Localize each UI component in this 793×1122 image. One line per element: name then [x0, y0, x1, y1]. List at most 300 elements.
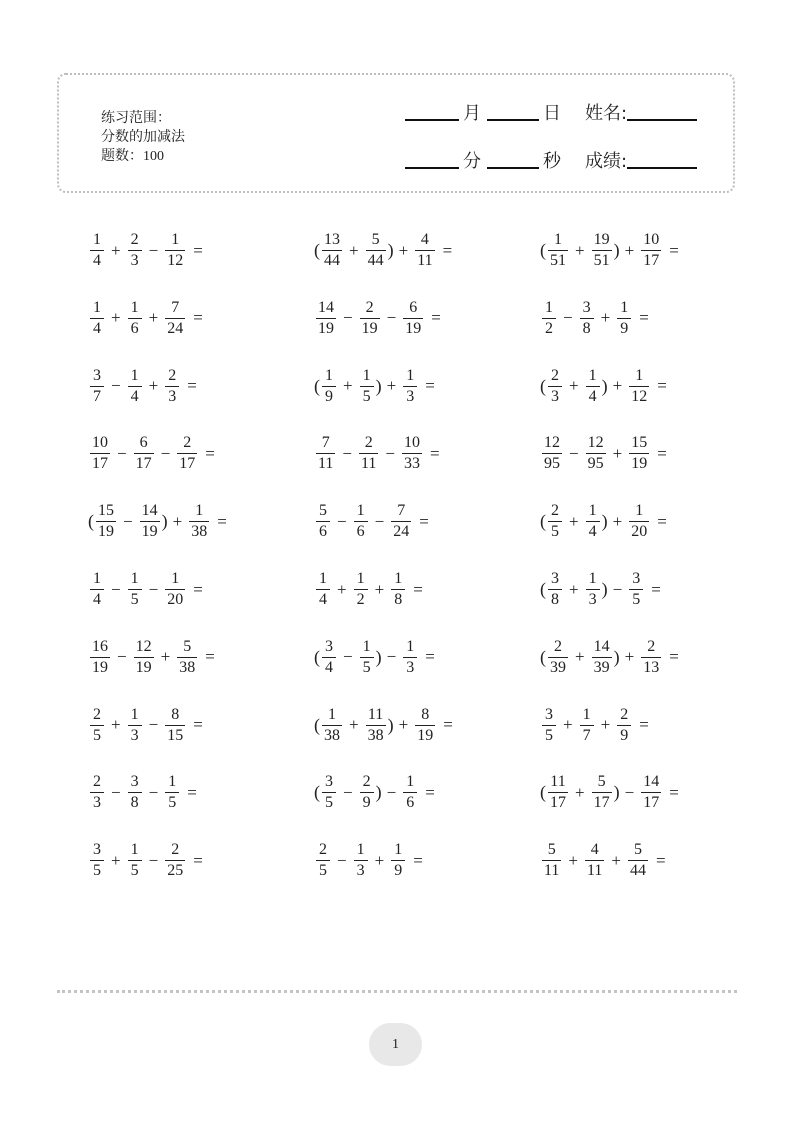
numerator: 14: [141, 502, 158, 520]
denominator: 11: [544, 862, 560, 880]
denominator: 19: [135, 658, 152, 676]
numerator: 4: [590, 841, 599, 859]
denominator: 12: [167, 252, 184, 269]
fraction: [90, 232, 104, 269]
equals-sign: =: [413, 579, 423, 599]
denominator: 7: [580, 725, 594, 744]
fraction: [359, 435, 378, 472]
fraction: [134, 639, 154, 676]
name-blank[interactable]: [627, 119, 697, 121]
operator: +: [600, 715, 611, 735]
operator: −: [148, 579, 159, 599]
problem-item: [88, 639, 215, 676]
close-paren: ): [375, 782, 382, 803]
equals-sign: =: [187, 376, 197, 396]
numerator: 14: [643, 773, 660, 791]
numerator: 12: [544, 434, 560, 452]
operator: +: [148, 376, 159, 396]
fraction: [165, 300, 185, 337]
denominator: 19: [318, 319, 334, 337]
denominator: 19: [98, 523, 114, 541]
fraction: [548, 639, 568, 676]
range-label: 练习范围：: [101, 111, 171, 126]
open-paren: (: [540, 240, 546, 260]
fraction: [391, 842, 405, 879]
operator: −: [343, 647, 353, 667]
numerator: 7: [397, 502, 406, 520]
denominator: 3: [354, 860, 368, 879]
fraction: [580, 300, 594, 337]
equals-sign: =: [425, 647, 435, 667]
numerator: 1: [356, 570, 365, 587]
denominator: 17: [550, 794, 566, 812]
equals-sign: =: [657, 511, 667, 531]
operator: +: [569, 511, 579, 531]
open-paren: (: [314, 375, 320, 396]
equals-sign: =: [413, 850, 423, 870]
fraction: [128, 774, 142, 811]
numerator: 2: [647, 637, 656, 655]
denominator: 4: [316, 589, 330, 608]
operator: −: [111, 579, 121, 599]
operator: −: [386, 647, 397, 667]
denominator: 5: [128, 589, 142, 608]
fraction: [403, 639, 417, 676]
numerator: 10: [404, 434, 420, 452]
fraction: [580, 707, 594, 744]
denominator: 5: [316, 860, 330, 879]
denominator: 6: [316, 521, 330, 540]
denominator: 3: [586, 589, 600, 608]
fraction: [628, 842, 648, 879]
operator: +: [612, 511, 623, 531]
denominator: 51: [550, 252, 566, 269]
denominator: 6: [403, 792, 417, 811]
fraction: [415, 707, 435, 744]
denominator: 9: [322, 386, 336, 405]
denominator: 5: [90, 725, 104, 744]
equals-sign: =: [651, 579, 661, 599]
equals-sign: =: [193, 579, 203, 599]
equals-sign: =: [205, 647, 215, 667]
numerator: 10: [92, 434, 108, 452]
numerator: 1: [554, 231, 562, 248]
operator: +: [343, 376, 353, 396]
date-name-row: [405, 97, 697, 125]
numerator: 8: [171, 705, 180, 723]
operator: −: [385, 443, 395, 463]
problem-count: 题数：100: [101, 149, 164, 164]
operator: −: [624, 782, 635, 802]
fraction: [322, 368, 336, 405]
equals-sign: =: [639, 308, 649, 328]
numerator: 1: [394, 570, 403, 587]
numerator: 13: [324, 231, 340, 248]
close-paren: ): [387, 240, 394, 260]
denominator: 11: [361, 455, 377, 473]
fraction: [629, 571, 643, 608]
operator: −: [386, 782, 397, 802]
fraction: [629, 368, 649, 405]
numerator: 1: [620, 298, 629, 316]
equals-sign: =: [193, 715, 203, 735]
equals-sign: =: [217, 511, 227, 531]
numerator: 3: [93, 366, 101, 384]
close-paren: ): [387, 714, 394, 735]
fraction: [586, 571, 600, 608]
problem-item: [314, 842, 423, 879]
problem-item: [314, 232, 452, 269]
denominator: 9: [391, 860, 405, 879]
denominator: 3: [128, 725, 142, 744]
denominator: 17: [643, 794, 660, 812]
fraction: [391, 503, 411, 540]
numerator: 8: [421, 705, 430, 723]
month-label: 月: [463, 103, 481, 124]
numerator: 2: [362, 773, 371, 791]
denominator: 2: [354, 589, 368, 608]
operator: −: [111, 376, 121, 396]
fraction: [360, 774, 374, 811]
numerator: 1: [635, 366, 644, 384]
denominator: 5: [90, 860, 104, 879]
name-label: 姓名:: [585, 103, 628, 124]
operator: +: [563, 715, 573, 735]
operator: +: [160, 647, 171, 667]
numerator: 6: [139, 434, 148, 452]
fraction: [316, 300, 336, 337]
problem-item: [314, 503, 429, 540]
denominator: 39: [550, 658, 566, 676]
fraction: [617, 300, 631, 337]
fraction: [586, 435, 606, 472]
fraction: [165, 368, 179, 405]
numerator: 1: [406, 637, 415, 655]
denominator: 33: [404, 455, 420, 473]
fraction: [177, 435, 197, 472]
denominator: 5: [165, 792, 179, 811]
close-paren: ): [613, 240, 620, 260]
close-paren: ): [601, 579, 608, 599]
equals-sign: =: [425, 782, 435, 802]
numerator: 14: [318, 298, 334, 316]
problem-item: [540, 842, 666, 879]
equals-sign: =: [187, 782, 197, 802]
numerator: 1: [168, 773, 177, 791]
denominator: 2: [542, 318, 556, 337]
operator: −: [569, 443, 579, 463]
numerator: 2: [168, 366, 177, 384]
equals-sign: =: [193, 308, 203, 328]
open-paren: (: [314, 782, 320, 803]
operator: −: [563, 308, 573, 328]
fraction: [354, 842, 368, 879]
operator: −: [148, 850, 159, 870]
operator: +: [386, 376, 397, 396]
denominator: 38: [191, 523, 208, 541]
range-value: 分数的加减法: [101, 130, 185, 145]
open-paren: (: [314, 240, 320, 260]
close-paren: ): [613, 646, 620, 667]
fraction: [322, 639, 336, 676]
equals-sign: =: [430, 443, 440, 463]
fraction: [90, 774, 104, 811]
problem-item: [540, 368, 667, 405]
numerator: 14: [593, 637, 610, 655]
numerator: 2: [171, 841, 180, 859]
fraction: [177, 639, 197, 676]
numerator: 15: [631, 434, 648, 452]
denominator: 24: [393, 523, 410, 541]
numerator: 10: [643, 231, 660, 248]
denominator: 3: [165, 386, 179, 405]
numerator: 1: [328, 705, 336, 723]
problem-item: [314, 639, 435, 676]
numerator: 15: [98, 502, 114, 520]
fraction: [542, 435, 562, 472]
problem-item: [88, 503, 227, 540]
fraction: [316, 435, 335, 472]
denominator: 5: [629, 589, 643, 608]
denominator: 95: [544, 455, 560, 473]
problem-item: [314, 707, 453, 744]
operator: +: [349, 715, 359, 735]
numerator: 12: [135, 637, 152, 655]
numerator: 12: [587, 434, 604, 452]
numerator: 1: [93, 298, 101, 316]
operator: +: [374, 850, 385, 870]
operator: +: [611, 850, 621, 870]
numerator: 1: [130, 705, 139, 723]
problem-item: [314, 300, 441, 337]
numerator: 2: [551, 502, 559, 520]
equals-sign: =: [431, 308, 441, 328]
denominator: 5: [128, 860, 142, 879]
denominator: 3: [548, 386, 562, 405]
fraction: [322, 774, 336, 811]
fraction: [165, 707, 185, 744]
operator: +: [337, 579, 347, 599]
fraction: [402, 435, 422, 472]
fraction: [360, 300, 380, 337]
operator: +: [569, 376, 579, 396]
denominator: 3: [403, 386, 417, 405]
problem-item: [88, 435, 215, 472]
fraction: [629, 435, 649, 472]
minute-blank[interactable]: [405, 167, 459, 169]
denominator: 4: [586, 521, 600, 540]
denominator: 17: [179, 455, 196, 473]
numerator: 3: [325, 637, 333, 655]
numerator: 2: [551, 366, 559, 384]
worksheet-info: [101, 109, 185, 166]
fraction: [415, 232, 434, 269]
numerator: 1: [130, 298, 139, 316]
equals-sign: =: [669, 647, 679, 667]
footer-divider: [57, 990, 737, 993]
numerator: 1: [356, 841, 365, 859]
denominator: 38: [367, 726, 384, 744]
fraction: [354, 571, 368, 608]
student-fields: [405, 97, 697, 193]
fraction: [586, 503, 600, 540]
denominator: 17: [643, 252, 660, 269]
denominator: 51: [593, 252, 610, 269]
numerator: 5: [597, 773, 606, 791]
page-number-badge: [369, 1023, 422, 1066]
numerator: 5: [547, 841, 556, 859]
fraction: [128, 232, 142, 269]
open-paren: (: [540, 782, 546, 803]
operator: +: [148, 308, 159, 328]
denominator: 24: [167, 319, 184, 337]
denominator: 6: [128, 318, 142, 337]
denominator: 11: [417, 252, 433, 269]
operator: −: [374, 511, 385, 531]
fraction: [548, 774, 568, 811]
denominator: 5: [360, 386, 374, 405]
denominator: 38: [179, 658, 196, 676]
numerator: 5: [634, 841, 642, 859]
numerator: 3: [582, 298, 591, 316]
denominator: 4: [586, 386, 600, 405]
fraction: [366, 232, 386, 269]
operator: −: [342, 443, 352, 463]
numerator: 1: [588, 366, 597, 384]
equals-sign: =: [193, 240, 203, 260]
problem-item: [314, 774, 435, 811]
close-paren: ): [613, 782, 620, 803]
fraction: [354, 503, 368, 540]
operator: +: [575, 240, 585, 260]
fraction: [128, 842, 142, 879]
equals-sign: =: [442, 240, 453, 260]
operator: −: [111, 782, 121, 802]
fraction: [316, 842, 330, 879]
denominator: 5: [542, 725, 556, 744]
denominator: 17: [92, 455, 108, 473]
numerator: 3: [632, 570, 641, 587]
denominator: 19: [417, 726, 434, 744]
second-blank[interactable]: [487, 167, 539, 169]
problem-item: [540, 571, 661, 608]
equals-sign: =: [425, 376, 435, 396]
problem-item: [88, 300, 203, 337]
denominator: 4: [90, 589, 104, 608]
fraction: [316, 503, 330, 540]
denominator: 19: [405, 319, 422, 337]
fraction: [90, 300, 104, 337]
close-paren: ): [375, 375, 382, 396]
equals-sign: =: [656, 850, 666, 870]
numerator: 2: [93, 705, 101, 723]
fraction: [548, 368, 562, 405]
numerator: 16: [92, 637, 108, 655]
operator: +: [374, 579, 385, 599]
fraction: [586, 368, 600, 405]
worksheet-header: [57, 73, 735, 193]
fraction: [403, 774, 417, 811]
equals-sign: =: [193, 850, 203, 870]
numerator: 2: [364, 434, 373, 452]
fraction: [189, 503, 209, 540]
day-blank[interactable]: [487, 119, 539, 121]
fraction: [641, 232, 661, 269]
numerator: 1: [406, 773, 415, 791]
numerator: 1: [635, 502, 644, 520]
denominator: 4: [90, 318, 104, 337]
close-paren: ): [601, 511, 608, 532]
numerator: 5: [371, 231, 380, 248]
denominator: 7: [90, 386, 104, 405]
operator: +: [111, 308, 121, 328]
numerator: 1: [171, 231, 180, 248]
fraction: [128, 368, 142, 405]
operator: +: [172, 511, 183, 531]
numerator: 2: [183, 434, 192, 452]
operator: +: [624, 647, 635, 667]
denominator: 13: [643, 658, 660, 676]
fraction: [592, 232, 612, 269]
operator: −: [160, 443, 171, 463]
fraction: [322, 232, 342, 269]
month-blank[interactable]: [405, 119, 459, 121]
numerator: 1: [545, 298, 553, 316]
numerator: 2: [130, 231, 139, 248]
equals-sign: =: [419, 511, 429, 531]
equals-sign: =: [639, 715, 649, 735]
numerator: 1: [406, 366, 415, 384]
problem-item: [314, 435, 440, 472]
operator: +: [575, 647, 585, 667]
problem-item: [540, 774, 679, 811]
problem-item: [540, 232, 679, 269]
numerator: 11: [550, 773, 566, 791]
denominator: 4: [128, 386, 142, 405]
fraction: [629, 503, 649, 540]
numerator: 1: [362, 366, 371, 384]
numerator: 1: [130, 570, 139, 587]
denominator: 5: [360, 657, 374, 676]
numerator: 5: [319, 502, 327, 520]
fraction: [403, 368, 417, 405]
numerator: 1: [195, 502, 204, 520]
time-score-row: [405, 145, 697, 173]
denominator: 5: [322, 792, 336, 811]
fraction: [585, 842, 604, 879]
fraction: [165, 232, 185, 269]
numerator: 1: [588, 570, 597, 587]
operator: +: [569, 579, 579, 599]
problem-item: [540, 639, 679, 676]
fraction: [134, 435, 154, 472]
denominator: 9: [617, 725, 631, 744]
numerator: 11: [367, 705, 384, 723]
operator: −: [117, 443, 127, 463]
open-paren: (: [540, 375, 546, 396]
problem-item: [88, 774, 197, 811]
denominator: 19: [631, 455, 648, 473]
denominator: 39: [593, 658, 610, 676]
equals-sign: =: [669, 782, 679, 802]
numerator: 2: [365, 298, 374, 316]
fraction: [542, 842, 561, 879]
open-paren: (: [314, 646, 320, 667]
operator: +: [349, 240, 359, 260]
score-blank[interactable]: [627, 167, 697, 169]
denominator: 19: [141, 523, 158, 541]
operator: −: [337, 850, 347, 870]
